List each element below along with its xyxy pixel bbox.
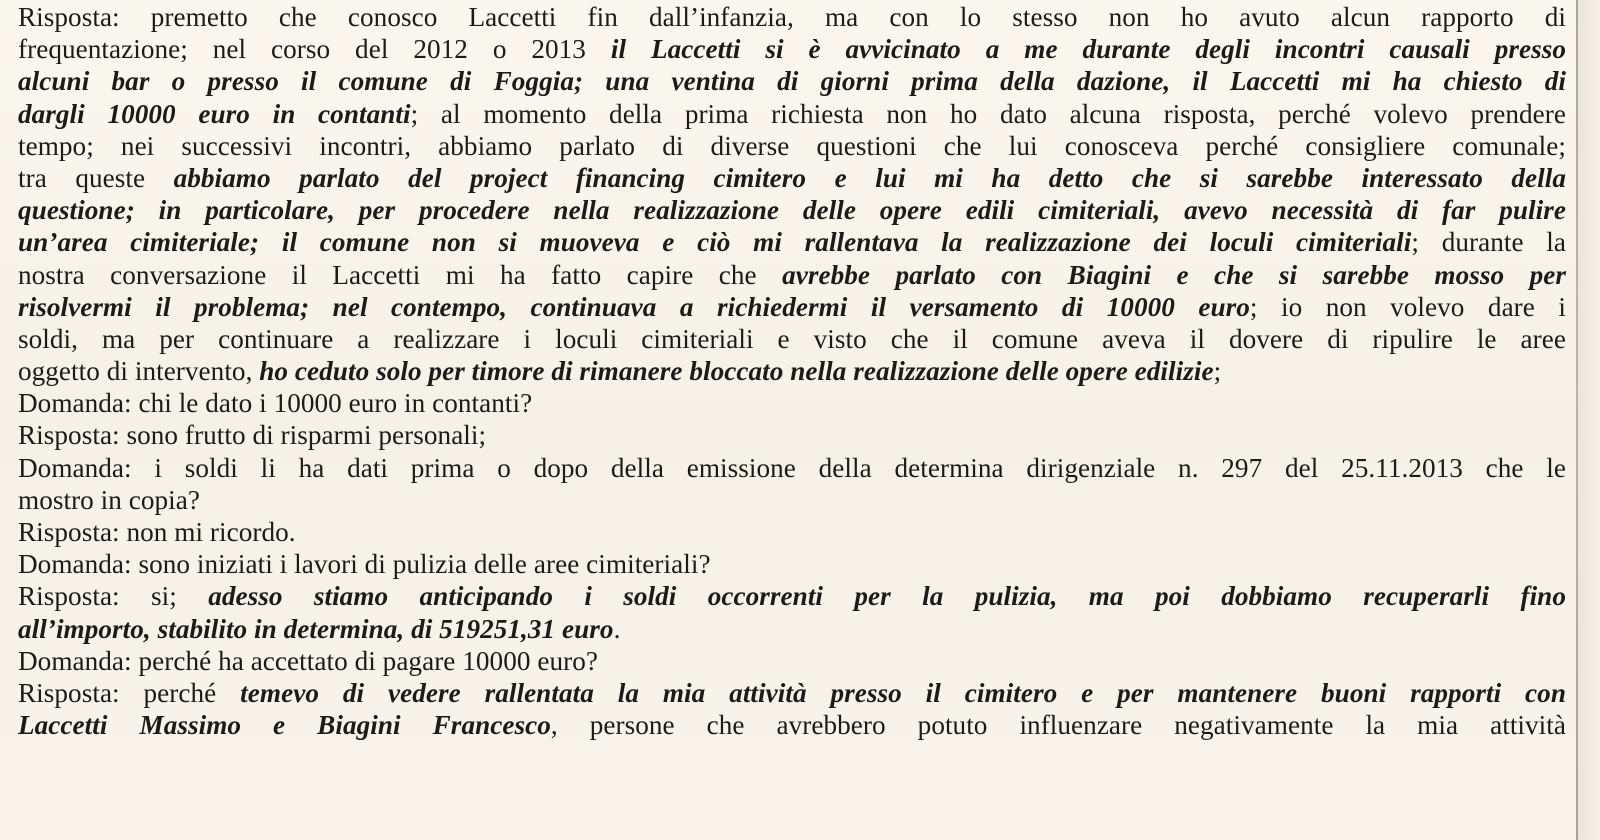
body-text: , persone che avrebbero potuto influenzare negativamente la mia attività <box>550 710 1566 741</box>
transcript-line <box>18 580 1566 612</box>
emphasized-text: questione; in particolare, per procedere nella realizzazione delle opere edili cimiteriali, avevo necessità di far pulire <box>18 195 1566 226</box>
emphasized-text: avrebbe parlato con Biagini e che si sarebbe mosso per <box>782 259 1566 290</box>
interrogation-transcript <box>18 1 1566 741</box>
transcript-line <box>18 516 1566 548</box>
body-text: ; durante la <box>1411 227 1566 258</box>
transcript-line <box>18 387 1566 419</box>
transcript-line <box>18 419 1566 451</box>
emphasized-text: ho ceduto solo per timore di rimanere bloccato nella realizzazione delle opere edilizie <box>259 356 1214 387</box>
transcript-line <box>18 130 1566 162</box>
body-text: Domanda: sono iniziati i lavori di pulizia delle aree cimiteriali? <box>18 549 711 580</box>
body-text: ; io non volevo dare i <box>1249 291 1566 322</box>
body-text: Risposta: non mi ricordo. <box>18 517 296 547</box>
emphasized-text: temevo di vedere rallentata la mia attività presso il cimitero e per mantenere buoni rapporti con <box>240 677 1566 708</box>
emphasized-text: alcuni bar o presso il comune di Foggia; una ventina di giorni prima della dazione, il Laccetti mi ha chiesto di <box>18 66 1566 97</box>
transcript-line <box>18 613 1566 645</box>
body-text: ; al momento della prima richiesta non ho dato alcuna risposta, perché volevo prendere <box>410 98 1566 129</box>
body-text: Risposta: si; <box>18 581 209 612</box>
body-text: tra queste <box>18 162 174 193</box>
transcript-line <box>18 98 1566 130</box>
page-right-border <box>1576 0 1578 840</box>
transcript-line <box>18 226 1566 258</box>
transcript-line <box>18 484 1566 516</box>
transcript-line <box>18 709 1566 741</box>
transcript-line <box>18 33 1566 65</box>
body-text: Risposta: sono frutto di risparmi personali; <box>18 420 487 451</box>
body-text: oggetto di intervento, <box>18 356 260 387</box>
body-text: Domanda: perché ha accettato di pagare 10000 euro? <box>18 645 598 676</box>
body-text: mostro in copia? <box>18 484 201 515</box>
body-text: Risposta: perché <box>18 677 241 708</box>
body-text: . <box>613 613 621 644</box>
emphasized-text: dargli 10000 euro in contanti <box>18 98 411 129</box>
body-text: Domanda: i soldi li ha dati prima o dopo della emissione della determina dirigenziale n. 297 del 25.11.2013 che le <box>18 452 1566 483</box>
transcript-line <box>18 291 1566 323</box>
emphasized-text: il Laccetti si è avvicinato a me durante degli incontri causali presso <box>610 34 1566 65</box>
transcript-line <box>18 452 1566 484</box>
page-edge-shadow <box>1578 0 1600 840</box>
transcript-line <box>18 323 1566 355</box>
emphasized-text: abbiamo parlato del project financing cimitero e lui mi ha detto che si sarebbe interessato della <box>173 162 1566 193</box>
transcript-line <box>18 645 1566 677</box>
transcript-line <box>18 259 1566 291</box>
transcript-line <box>18 162 1566 194</box>
transcript-line <box>18 548 1566 580</box>
emphasized-text: Laccetti Massimo e Biagini Francesco <box>18 710 551 741</box>
emphasized-text: all’importo, stabilito in determina, di 519251,31 euro <box>18 613 614 644</box>
emphasized-text: un’area cimiteriale; il comune non si muoveva e ciò mi rallentava la realizzazione dei loculi cimiteriali <box>18 227 1412 258</box>
transcript-line <box>18 65 1566 97</box>
body-text: tempo; nei successivi incontri, abbiamo parlato di diverse questioni che lui conosceva perché consigliere comunale; <box>18 130 1566 161</box>
body-text: soldi, ma per continuare a realizzare i loculi cimiteriali e visto che il comune aveva il dovere di ripulire le aree <box>18 323 1566 354</box>
emphasized-text: risolvermi il problema; nel contempo, continuava a richiedermi il versamento di 10000 euro <box>18 291 1250 322</box>
transcript-line <box>18 1 1566 33</box>
transcript-line <box>18 194 1566 226</box>
transcript-line <box>18 677 1566 709</box>
emphasized-text: adesso stiamo anticipando i soldi occorrenti per la pulizia, ma poi dobbiamo recuperarli fino <box>208 581 1566 612</box>
body-text: Domanda: chi le dato i 10000 euro in contanti? <box>18 388 533 419</box>
body-text: nostra conversazione il Laccetti mi ha fatto capire che <box>18 259 783 290</box>
body-text: frequentazione; nel corso del 2012 o 2013 <box>18 34 611 65</box>
body-text: Risposta: premetto che conosco Laccetti fin dall’infanzia, ma con lo stesso non ho avuto alcun rapporto di <box>18 2 1566 32</box>
transcript-line <box>18 355 1566 387</box>
body-text: ; <box>1213 356 1222 387</box>
